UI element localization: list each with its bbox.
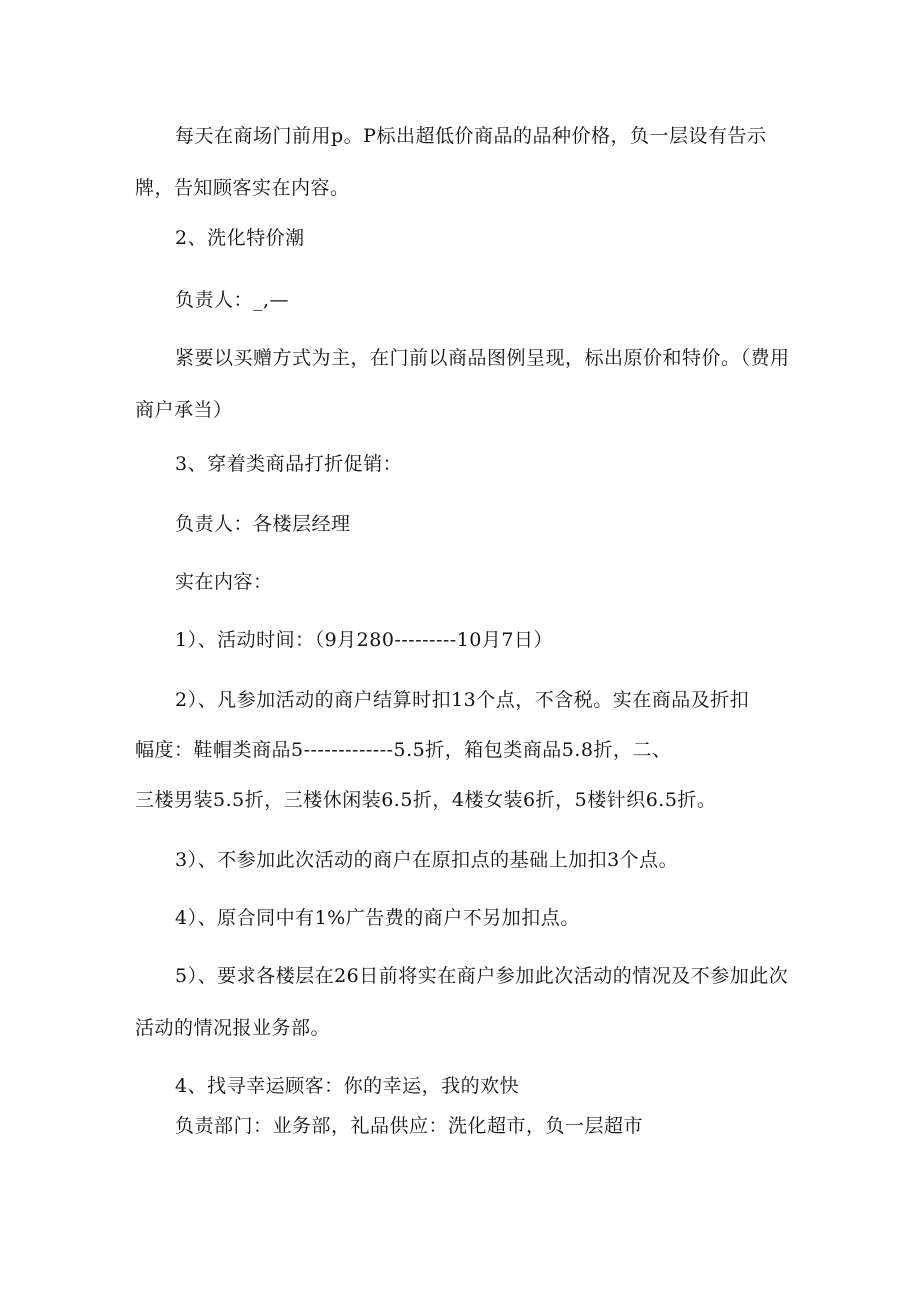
heading-lucky-customer: 4、找寻幸运顾客：你的幸运，我的欢快 <box>175 1075 520 1097</box>
paragraph-non-participants: 3）、不参加此次活动的商户在原扣点的基础上加扣3个点。 <box>175 849 679 871</box>
paragraph-discount-range: 幅度：鞋帽类商品5-------------5.5折，箱包类商品5.8折，二、 <box>135 739 672 761</box>
paragraph-activity-time: 1）、活动时间：（9月280---------10月7日） <box>175 629 553 651</box>
paragraph-report-deadline: 5）、要求各楼层在26日前将实在商户参加此次活动的情况及不参加此次活动的情况报业务部。 <box>135 965 789 1039</box>
paragraph-toiletries-manager: 负责人：_,— <box>175 289 290 311</box>
paragraph-responsible-departments: 负责部门：业务部，礼品供应：洗化超市，负一层超市 <box>175 1115 644 1137</box>
paragraph-details-label: 实在内容： <box>175 571 273 593</box>
paragraph-toiletries-method: 紧要以买赠方式为主，在门前以商品图例呈现，标出原价和特价。（费用商户承当） <box>135 347 790 421</box>
paragraph-apparel-manager: 负责人：各楼层经理 <box>175 513 351 535</box>
heading-toiletries: 2、洗化特价潮 <box>175 227 305 249</box>
paragraph-settlement: 2）、凡参加活动的商户结算时扣13个点，不含税。实在商品及折扣 <box>175 689 750 711</box>
paragraph-floor-discounts: 三楼男装5.5折，三楼休闲装6.5折，4楼女装6折，5楼针织6.5折。 <box>135 789 717 811</box>
heading-apparel: 3、穿着类商品打折促销： <box>175 453 403 475</box>
paragraph-ad-fee: 4）、原合同中有1%广告费的商户不另加扣点。 <box>175 907 580 929</box>
paragraph-promo-board: 每天在商场门前用p。P标出超低价商品的品种价格，负一层设有告示牌，告知顾客实在内容。 <box>135 125 767 199</box>
